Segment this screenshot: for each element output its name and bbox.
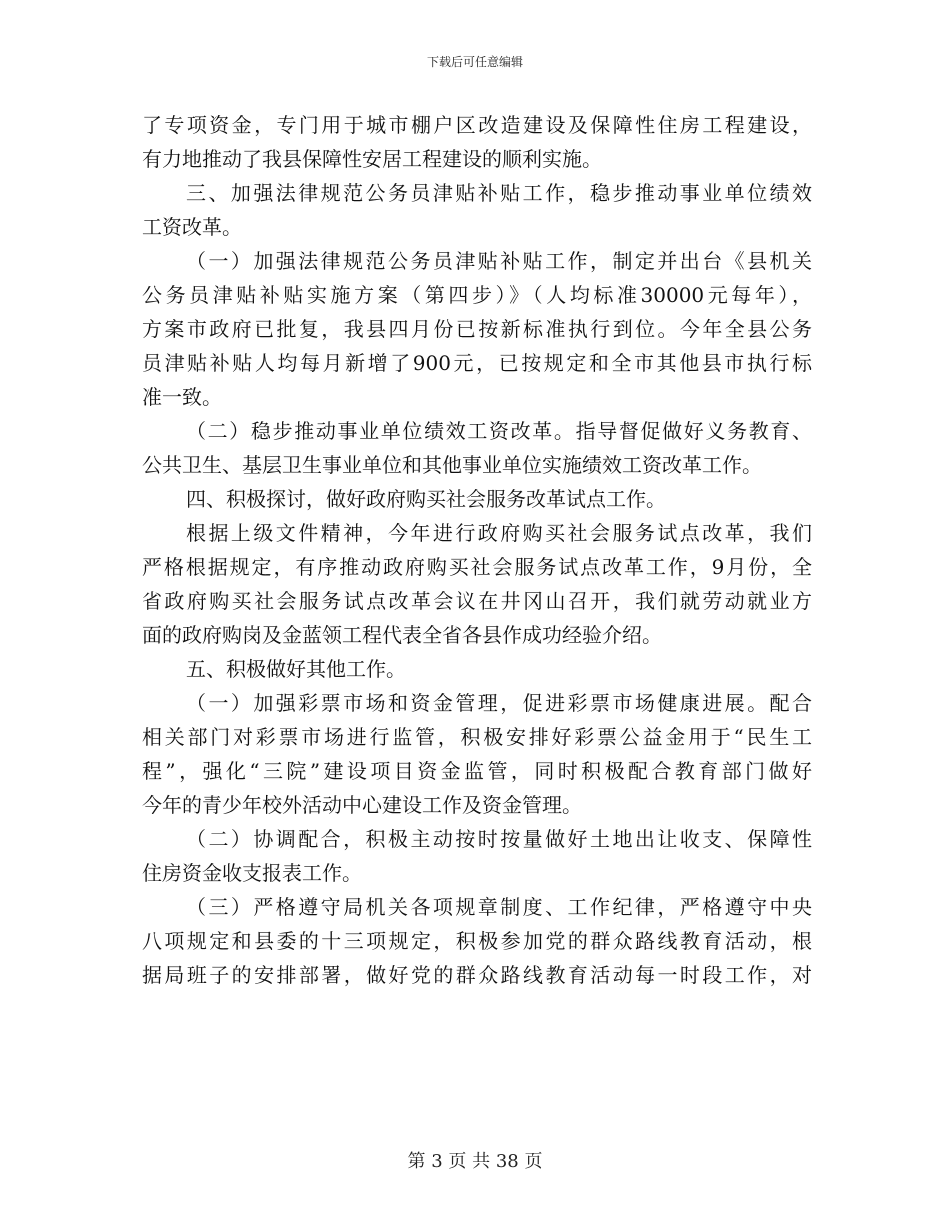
page-header: 下载后可任意编辑 [426,55,523,69]
paragraph [142,482,812,516]
text-line: （二）稳步推动事业单位绩效工资改革。指导督促做好义务教育、 [186,419,812,443]
text-line: 省政府购买社会服务试点改革会议在井冈山召开，我们就劳动就业方 [142,589,812,613]
text-line: 相关部门对彩票市场进行监管，积极安排好彩票公益金用于“民生工 [142,725,812,749]
text-line: 三、加强法律规范公务员津贴补贴工作，稳步推动事业单位绩效 [186,181,812,205]
text-line: 五、积极做好其他工作。 [186,657,406,681]
text-line: 四、积极探讨，做好政府购买社会服务改革试点工作。 [186,487,666,511]
text-line: 今年的青少年校外活动中心建设工作及资金管理。 [142,793,582,817]
paragraph [142,176,812,244]
paragraph [142,244,812,414]
text-line: 方案市政府已批复，我县四月份已按新标准执行到位。今年全县公务 [142,317,812,341]
text-line: 根据上级文件精神，今年进行政府购买社会服务试点改革，我们 [186,521,812,545]
text-line: 员津贴补贴人均每月新增了900元，已按规定和全市其他县市执行标 [142,351,812,375]
paragraph [142,686,812,822]
text-line: （一）加强彩票市场和资金管理，促进彩票市场健康进展。配合 [186,691,812,715]
text-line: 程”，强化“三院”建设项目资金监管，同时积极配合教育部门做好 [142,759,812,783]
paragraph [142,890,812,992]
text-line: 面的政府购岗及金蓝领工程代表全省各县作成功经验介绍。 [142,623,662,647]
paragraph [142,516,812,652]
text-line: 严格根据规定，有序推动政府购买社会服务试点改革工作，9月份，全 [142,555,812,579]
text-line: 工资改革。 [142,215,242,239]
text-line: 据局班子的安排部署，做好党的群众路线教育活动每一时段工作，对 [142,963,812,987]
text-line: 八项规定和县委的十三项规定，积极参加党的群众路线教育活动，根 [142,929,812,953]
text-line: 准一致。 [142,385,222,409]
text-line: （一）加强法律规范公务员津贴补贴工作，制定并出台《县机关 [186,249,812,273]
paragraph [142,652,812,686]
text-line: 住房资金收支报表工作。 [142,861,362,885]
text-line: （三）严格遵守局机关各项规章制度、工作纪律，严格遵守中央 [186,895,812,919]
text-line: 公务员津贴补贴实施方案（第四步）》（人均标准30000元每年）， [142,283,812,307]
paragraph [142,414,812,482]
text-line: 公共卫生、基层卫生事业单位和其他事业单位实施绩效工资改革工作。 [142,453,762,477]
text-line: （二）协调配合，积极主动按时按量做好土地出让收支、保障性 [186,827,812,851]
text-line: 有力地推动了我县保障性安居工程建设的顺利实施。 [142,147,602,171]
paragraph [142,108,812,176]
text-line: 了专项资金，专门用于城市棚户区改造建设及保障性住房工程建设， [142,113,812,137]
page-number: 第 3 页 共 38 页 [407,1151,543,1172]
paragraph [142,822,812,890]
document-body [142,108,812,992]
